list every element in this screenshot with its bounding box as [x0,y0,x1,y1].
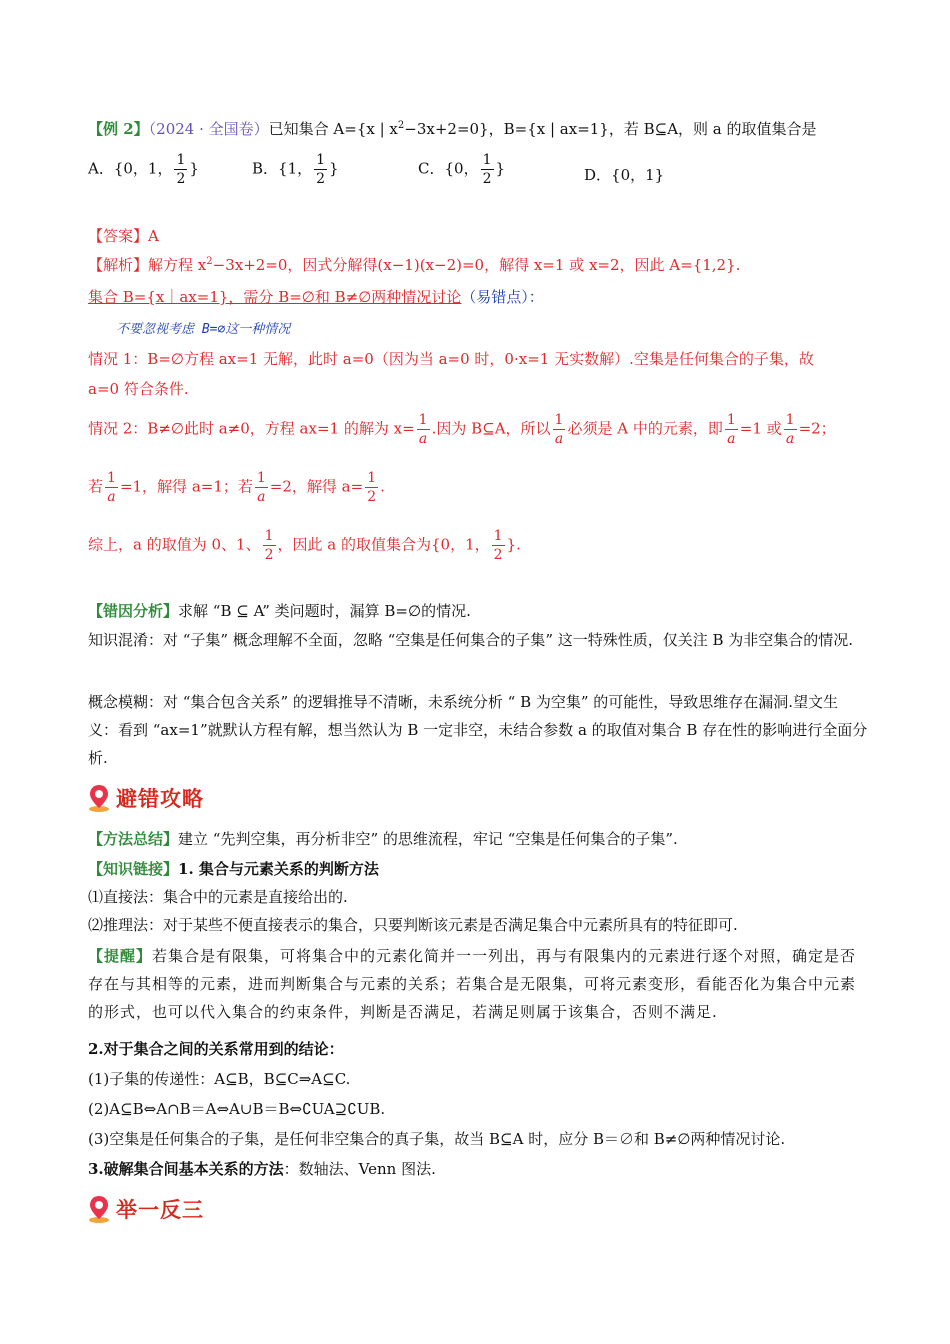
method-summary: 【方法总结】建立 “先判空集，再分析非空” 的思维流程，牢记 “空集是任何集合的子集”. [88,830,678,848]
fraction-half: $\frac{1}{2}$ [176,152,186,187]
section-practice [88,1194,204,1224]
relations-title: 2.对于集合之间的关系常用到的结论： [88,1040,344,1058]
fraction-one-over-a: $\frac{1}{a}$ [418,412,428,447]
section-title: 举一反三 [116,1198,204,1222]
fraction-half: $\frac{1}{2}$ [493,528,503,563]
case-2: 情况 2：B≠∅此时 a≠0，方程 ax=1 的解为 x= $\frac{1}{a}$ .因为 B⊆A，所以 $\frac{1}{a}$ 必须是 A 中的元素，即 $\frac{1}{a}$ =1 或 $\frac{1}{a}$ =2； [88,412,836,447]
fraction-half: $\frac{1}{2}$ [482,152,492,187]
analysis-line-1: 【解析】解方程 $x^2-3x+2=0$，因式分解得(x−1)(x−2)=0，解得 x=1 或 x=2，因此 A={1,2}. [88,256,741,274]
section-title: 避错攻略 [116,787,204,811]
option-a: A．{0，1， $\frac{1}{2}$ } [88,152,199,187]
rule-1: (1)子集的传递性：A⊆B，B⊆C⇒A⊆C. [88,1070,351,1088]
location-pin-icon [88,1195,110,1223]
knowledge-link-title: 【知识链接】1. 集合与元素关系的判断方法 [88,860,379,878]
fraction-one-over-a: $\frac{1}{a}$ [785,412,795,447]
handwritten-note: 不要忽视考虑 B=∅这一种情况 [116,322,291,337]
analysis-line-2: 集合 B={x｜ax=1}，需分 B=∅和 B≠∅两种情况讨论（易错点）： [88,288,544,306]
fraction-half: $\frac{1}{2}$ [264,528,274,563]
fraction-one-over-a: $\frac{1}{a}$ [256,470,266,505]
fraction-half: $\frac{1}{2}$ [367,470,377,505]
method-direct: ⑴直接法：集合中的元素是直接给出的. [88,888,348,906]
rule-4: 3.破解集合间基本关系的方法：数轴法、Venn 图法. [88,1160,436,1178]
stem-text-b: −3x+2=0}，B={x | ax=1}，若 B⊆A，则 a 的取值集合是 [404,120,817,138]
rule-3: (3)空集是任何集合的子集，是任何非空集合的真子集，故当 B⊆A 时，应分 B＝∅和 B≠∅两种情况讨论. [88,1130,786,1148]
fraction-one-over-a: $\frac{1}{a}$ [107,470,116,505]
example-stem: 【例 2】（2024 · 全国卷）已知集合 A={x | $x^2-3x+2=0$}，B={x | ax=1}，若 B⊆A，则 a 的取值集合是 [88,120,817,138]
case-1-line-1: 情况 1：B=∅方程 ax=1 无解，此时 a=0（因为当 a=0 时，0·x=1 无实数解）.空集是任何集合的子集，故 [88,350,814,368]
conclusion: 综上，a 的取值为 0、1、 $\frac{1}{2}$ ，因此 a 的取值集合为{0，1， $\frac{1}{2}$ }. [88,528,521,563]
example-tag: 【例 2】 [88,120,149,138]
analysis-line-3: 若 $\frac{1}{a}$ =1，解得 a=1；若 $\frac{1}{a}$ =2，解得 a= $\frac{1}{2}$ . [88,470,385,505]
rule-2: (2)A⊆B⇔A∩B＝A⇔A∪B＝B⇔∁UA⊇∁UB. [88,1100,386,1118]
section-avoid-errors [88,783,204,813]
option-d: D．{0，1} [584,166,665,184]
example-source: （2024 · 全国卷） [148,120,269,138]
fraction-one-over-a: $\frac{1}{a}$ [726,412,736,447]
reminder: 【提醒】若集合是有限集，可将集合中的元素化简并一一列出，再与有限集内的元素进行逐个对照，确定是否存在与其相等的元素，进而判断集合与元素的关系；若集合是无限集，可将元素变形，看能否化为集合中元素的形式，也可以代入集合的约束条件，判断是否满足，若满足则属于该集合，否则不满足. [88,947,857,1021]
method-reasoning: ⑵推理法：对于某些不便直接表示的集合，只要判断该元素是否满足集合中元素所具有的特征即可. [88,916,738,934]
error-analysis-intro: 【错因分析】求解 “B ⊆ A” 类问题时，漏算 B=∅的情况. [88,602,471,620]
fraction-one-over-a: $\frac{1}{a}$ [554,412,564,447]
error-analysis-p2: 概念模糊：对 “集合包含关系” 的逻辑推导不清晰，未系统分析 “ B 为空集” 的可能性，导致思维存在漏洞.望文生义：看到 “ax=1”就默认方程有解，想当然认为 B 一定非空，未结合参数 a 的取值对集合 B 存在性的影响进行全面分析. [88,693,868,767]
stem-text-a: 已知集合 A={x | x [268,120,398,138]
option-b: B．{1， $\frac{1}{2}$ } [252,152,339,187]
error-analysis-p1: 知识混淆：对 “子集” 概念理解不全面，忽略 “空集是任何集合的子集” 这一特殊性质，仅关注 B 为非空集合的情况. [88,631,854,649]
fraction-half: $\frac{1}{2}$ [316,152,326,187]
case-1-line-2: a=0 符合条件. [88,380,189,398]
location-pin-icon [88,784,110,812]
answer: 【答案】A [88,227,159,245]
option-c: C．{0， $\frac{1}{2}$ } [418,152,506,187]
